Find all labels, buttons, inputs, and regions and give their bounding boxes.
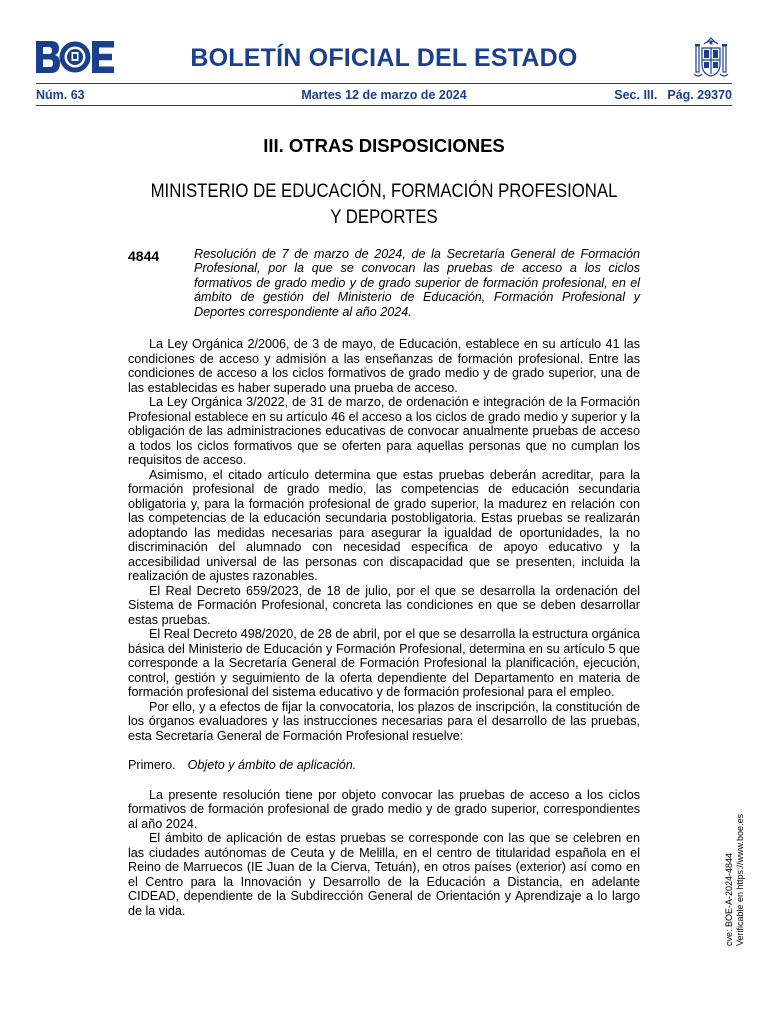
gazette-title: BOLETÍN OFICIAL DEL ESTADO <box>190 44 578 72</box>
section-label: Sec. III. <box>614 88 658 102</box>
body-paragraph: La Ley Orgánica 3/2022, de 31 de marzo, de ordenación e integración de la Formación Profesional establece en su artículo 46 el acceso a los ciclos de grado medio y superior y la obligación de las administraciones educativas de convocar anualmente pruebas de acceso a todos los ciclos formativos que se oferten para aquellas personas que no cumplan los requisitos de acceso. <box>128 395 640 467</box>
issue-date: Martes 12 de marzo de 2024 <box>301 88 467 102</box>
cve-code: cve: BOE-A-2024-4844 <box>724 852 734 946</box>
issue-number: Núm. 63 <box>36 88 85 102</box>
section-title: III. OTRAS DISPOSICIONES <box>263 135 505 156</box>
document-body <box>128 337 640 918</box>
article-title: Objeto y ámbito de aplicación. <box>187 758 357 772</box>
section-page-info <box>614 88 732 102</box>
ministry-line-1: MINISTERIO DE EDUCACIÓN, FORMACIÓN PROFESIONAL <box>150 180 618 202</box>
entry-number: 4844 <box>128 248 160 264</box>
body-paragraph: La presente resolución tiene por objeto convocar las pruebas de acceso a los ciclos formativos de formación profesional de grado medio y de grado superior, correspondientes al año 2024. <box>128 787 640 831</box>
page-number: Pág. 29370 <box>667 88 732 102</box>
header-rule-top <box>36 83 732 84</box>
body-paragraph: El Real Decreto 659/2023, de 18 de julio, por el que se desarrolla la ordenación del Sistema de Formación Profesional, concreta las condiciones en que se deben desarrollar estas pruebas. <box>128 583 640 627</box>
verification-sidebar <box>724 814 746 946</box>
body-paragraph: Asimismo, el citado artículo determina que estas pruebas deberán acreditar, para la formación profesional de grado medio, las competencias de educación secundaria obligatoria y, para la formación profesional de grado superior, la madurez en relación con las competencias de la educación secundaria postobligatoria. Estas pruebas se realizarán adoptando las medidas necesarias para asegurar la igualdad de oportunidades, la no discriminación del alumnado con necesidad específica de apoyo educativo y la accesibilidad universal de las personas con discapacidad que se presenten, incluida la realización de ajustes razonables. <box>128 467 640 583</box>
header-rule-bottom <box>36 105 732 106</box>
article-heading <box>128 758 640 773</box>
body-paragraph: Por ello, y a efectos de fijar la convocatoria, los plazos de inscripción, la constitución de los órganos evaluadores y las instrucciones necesarias para el desarrollo de las pruebas, esta Secretaría General de Formación Profesional resuelve: <box>128 699 640 743</box>
ministry-line-2: Y DEPORTES <box>330 206 438 228</box>
ministry-heading <box>54 178 714 230</box>
coat-of-arms-icon <box>690 36 732 80</box>
boe-logo <box>36 41 114 73</box>
resolution-summary: Resolución de 7 de marzo de 2024, de la Secretaría General de Formación Profesional, por la que se convocan las pruebas de acceso a los ciclos formativos de grado medio y de grado superior de formación profesional, en el ámbito de gestión del Ministerio de Educación, Formación Profesional y Deportes correspondiente al año 2024. <box>194 247 640 319</box>
body-paragraph: La Ley Orgánica 2/2006, de 3 de mayo, de Educación, establece en su artículo 41 las condiciones de acceso y admisión a las enseñanzas de formación profesional. Entre las condiciones de acceso a los ciclos formativos de grado medio y de grado superior, una de las establecidas es haber superado una prueba de acceso. <box>128 337 640 395</box>
body-paragraph: El Real Decreto 498/2020, de 28 de abril, por el que se desarrolla la estructura orgánica básica del Ministerio de Educación y Formación Profesional, determina en su artículo 5 que corresponde a la Secretaría General de Formación Profesional la planificación, ejecución, control, gestión y seguimiento de la oferta dependiente del Departamento en materia de formación profesional del sistema educativo y de formación profesional para el empleo. <box>128 627 640 699</box>
article-label: Primero. <box>128 758 176 772</box>
verification-link: Verificable en https://www.boe.es <box>735 813 745 946</box>
body-paragraph: El ámbito de aplicación de estas pruebas se corresponde con las que se celebren en las ciudades autónomas de Ceuta y de Melilla, en el centro de titularidad española en el Reino de Marruecos (IE Juan de la Cierva, Tetuán), en otros países (exterior) así como en el Centro para la Innovación y Desarrollo de la Educación a Distancia, en adelante CIDEAD, dependiente de la Subdirección General de Orientación y Aprendizaje a lo largo de la vida. <box>128 831 640 918</box>
